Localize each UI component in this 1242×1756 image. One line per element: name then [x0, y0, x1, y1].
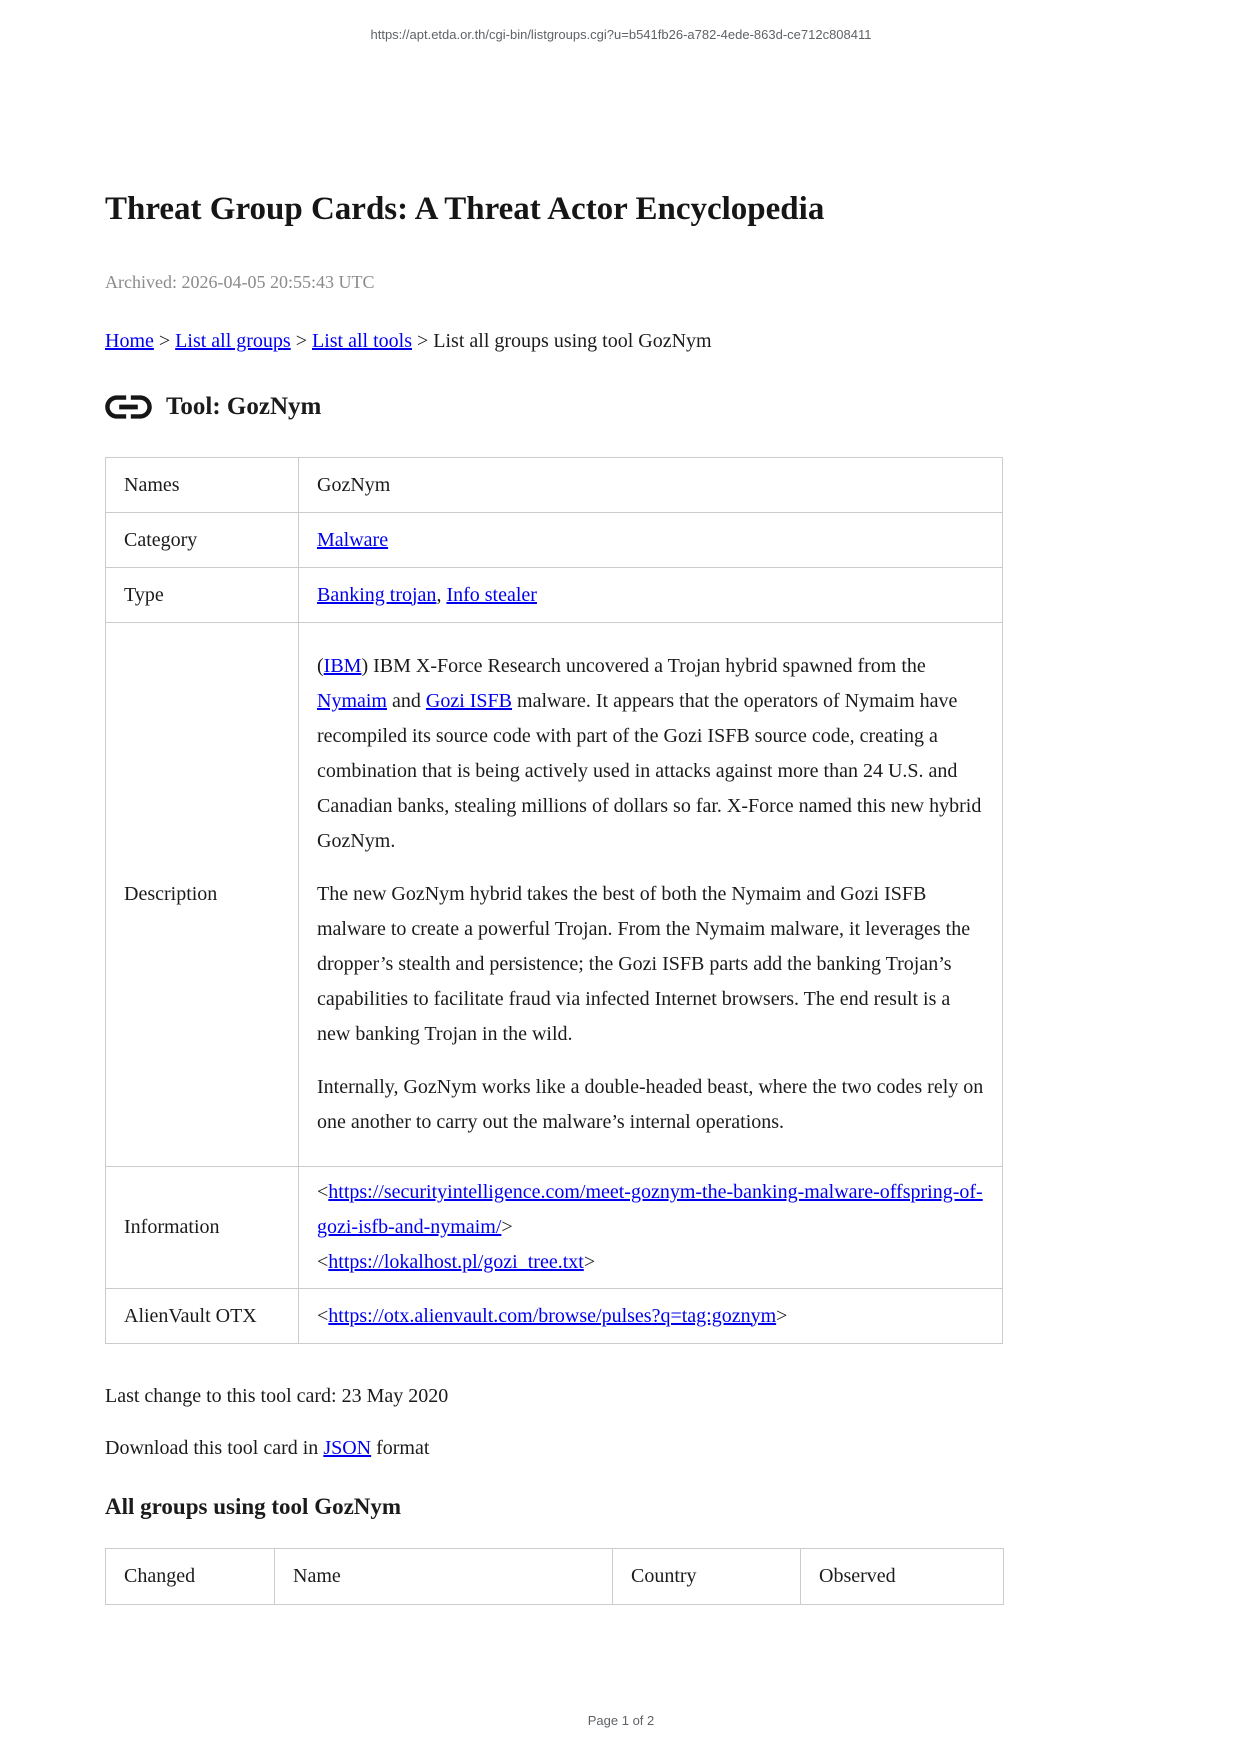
names-label: Names — [106, 458, 299, 513]
breadcrumb-list-all-groups-link[interactable]: List all groups — [175, 330, 291, 352]
information-value — [299, 1167, 1003, 1289]
description-label: Description — [106, 623, 299, 1167]
groups-header-changed: Changed — [106, 1549, 275, 1605]
page-title: Threat Group Cards: A Threat Actor Encyclopedia — [105, 191, 825, 227]
breadcrumb-home-link[interactable]: Home — [105, 330, 154, 352]
table-row-category — [106, 513, 1003, 568]
angle-bracket: < — [317, 1251, 329, 1273]
description-paragraph-2: The new GozNym hybrid takes the best of both the Nymaim and Gozi ISFB malware to create a powerful Trojan. From the Nymaim malware, it leverages the dropper’s stealth and persistence; the Gozi ISFB parts add the banking Trojan’s capabilities to facilitate fraud via infected Internet browsers. The end result is a new banking Trojan in the wild. — [317, 883, 971, 1045]
groups-header-observed: Observed — [801, 1549, 1004, 1605]
breadcrumb-separator: > — [290, 330, 312, 352]
description-text: and — [387, 690, 426, 712]
information-link-line-2 — [317, 1245, 984, 1280]
alienvault-otx-label: AlienVault OTX — [106, 1289, 299, 1344]
paren-open: ( — [317, 655, 324, 677]
description-paragraph-1 — [317, 649, 984, 859]
tool-heading — [105, 393, 1003, 421]
angle-bracket: < — [317, 1304, 329, 1327]
breadcrumb — [105, 327, 1003, 355]
table-row-type — [106, 568, 1003, 623]
print-header-url: https://apt.etda.or.th/cgi-bin/listgroups.cgi?u=b541fb26-a782-4ede-863d-ce712c808411 — [370, 27, 872, 42]
groups-header-name: Name — [275, 1549, 613, 1605]
angle-bracket: > — [776, 1304, 788, 1327]
groups-table — [105, 1548, 1004, 1605]
nymaim-link[interactable]: Nymaim — [317, 690, 387, 712]
archived-timestamp: Archived: 2026-04-05 20:55:43 UTC — [105, 272, 375, 292]
table-row-names — [106, 458, 1003, 513]
download-line — [105, 1434, 1003, 1462]
category-value — [299, 513, 1003, 568]
type-banking-trojan-link[interactable]: Banking trojan — [317, 583, 437, 606]
description-paragraph-3: Internally, GozNym works like a double-headed beast, where the two codes rely on one another to carry out the malware’s internal operations. — [317, 1076, 984, 1133]
page-number: Page 1 of 2 — [587, 1713, 655, 1728]
names-value: GozNym — [299, 458, 1003, 513]
breadcrumb-separator: > — [412, 330, 434, 352]
download-suffix: format — [371, 1437, 430, 1459]
download-prefix: Download this tool card in — [105, 1437, 324, 1459]
category-malware-link[interactable]: Malware — [317, 528, 389, 551]
ibm-link[interactable]: IBM — [323, 655, 362, 677]
link-icon — [105, 395, 152, 419]
description-text: malware. It appears that the operators of Nymaim have recompiled its source code with part of the Gozi ISFB source code, creating a combination that is being actively used in attacks against more than 24 U.S. and Canadian banks, stealing millions of dollars so far. X-Force named this new hybrid GozNym. — [317, 690, 982, 852]
tool-card-table — [105, 457, 1003, 1344]
breadcrumb-current: List all groups using tool GozNym — [433, 330, 712, 352]
category-label: Category — [106, 513, 299, 568]
type-label: Type — [106, 568, 299, 623]
type-value — [299, 568, 1003, 623]
breadcrumb-separator: > — [153, 330, 176, 352]
description-value — [299, 623, 1003, 1167]
information-link-line-1 — [317, 1175, 984, 1245]
angle-bracket: > — [501, 1216, 513, 1238]
table-row-alienvault-otx — [106, 1289, 1003, 1344]
angle-bracket: > — [583, 1251, 596, 1273]
groups-table-header-row — [106, 1549, 1004, 1605]
page-content — [105, 0, 1003, 1605]
table-row-description — [106, 623, 1003, 1167]
type-info-stealer-link[interactable]: Info stealer — [446, 583, 537, 606]
angle-bracket: < — [317, 1181, 329, 1203]
last-change-text: Last change to this tool card: 23 May 2020 — [105, 1385, 449, 1407]
information-label: Information — [106, 1167, 299, 1289]
otx-line — [317, 1305, 787, 1327]
securityintelligence-link[interactable]: https://securityintelligence.com/meet-goznym-the-banking-malware-offspring-of-gozi-isfb-and-nymaim/ — [317, 1181, 983, 1238]
alienvault-otx-link[interactable]: https://otx.alienvault.com/browse/pulses?q=tag:goznym — [328, 1304, 777, 1327]
groups-section-heading: All groups using tool GozNym — [105, 1494, 402, 1519]
lokalhost-link[interactable]: https://lokalhost.pl/gozi_tree.txt — [328, 1251, 584, 1273]
json-download-link[interactable]: JSON — [323, 1437, 372, 1459]
description-text: ) IBM X-Force Research uncovered a Trojan hybrid spawned from the — [361, 655, 926, 677]
alienvault-otx-value — [299, 1289, 1003, 1344]
table-row-information — [106, 1167, 1003, 1289]
gozi-isfb-link[interactable]: Gozi ISFB — [425, 690, 513, 712]
breadcrumb-list-all-tools-link[interactable]: List all tools — [312, 330, 412, 352]
tool-name-heading: Tool: GozNym — [166, 393, 322, 420]
type-separator: , — [436, 583, 447, 606]
groups-header-country: Country — [613, 1549, 801, 1605]
